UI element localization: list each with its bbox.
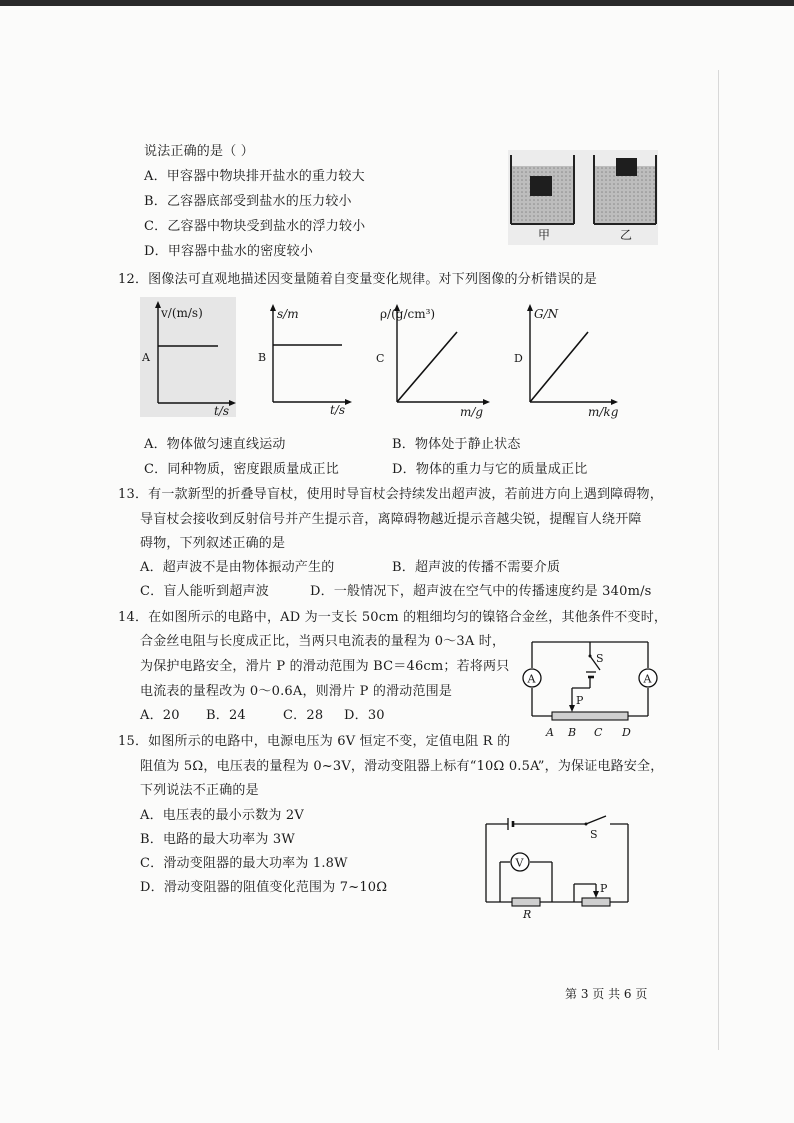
ammeter-left (523, 669, 541, 687)
svg-text:V: V (515, 856, 524, 870)
slider-arrow (593, 891, 599, 898)
q14-option-a: A．20 (140, 708, 180, 723)
scan-top-edge (0, 0, 794, 6)
graph-d-xlabel: m/kg (588, 405, 619, 419)
q12-stem: 12．图像法可直观地描述因变量随着自变量变化规律。对下列图像的分析错误的是 (118, 272, 597, 287)
q12-graph-b (256, 298, 356, 420)
q12-option-d: D．物体的重力与它的质量成正比 (392, 462, 588, 477)
q13-option-a: A．超声波不是由物体振动产生的 (140, 560, 335, 575)
q11-stem: 说法正确的是（ ） (144, 144, 254, 159)
graph-d-letter: D (514, 352, 523, 365)
svg-text:A: A (643, 672, 652, 686)
slider-arrow (569, 705, 575, 712)
graph-c-ylabel: ρ/(g/cm³) (380, 307, 436, 321)
q13-line-2: 导盲杖会接收到反射信号并产生提示音，离障碍物越近提示音越尖锐，提醒盲人绕开障 (140, 512, 642, 527)
q11-containers-figure (508, 150, 658, 245)
q15-line-3: 下列说法不正确的是 (140, 783, 259, 798)
q15-line-1: 15．如图所示的电路中，电源电压为 6V 恒定不变，定值电阻 R 的 (118, 734, 511, 749)
q14-line-1: 14．在如图所示的电路中，AD 为一支长 50cm 的粗细均匀的镍铬合金丝，其他条件不变时， (118, 610, 668, 625)
slider-label: P (600, 882, 608, 895)
switch-label: S (590, 828, 598, 841)
graph-d-line (530, 332, 588, 402)
q12-graph-a (140, 295, 240, 420)
q13-option-b: B．超声波的传播不需要介质 (392, 560, 561, 575)
point-d: D (622, 726, 631, 739)
q11-option-d: D．甲容器中盐水的密度较小 (144, 244, 314, 259)
q12-option-c: C．同种物质，密度跟质量成正比 (144, 462, 339, 477)
q11-option-a: A．甲容器中物块排开盐水的重力较大 (144, 169, 365, 184)
block-jia (530, 176, 552, 196)
graph-a-ylabel: v/(m/s) (161, 306, 203, 320)
rheostat (582, 898, 610, 906)
q14-line-2: 合金丝电阻与长度成正比，当两只电流表的量程为 0～3A 时， (140, 634, 506, 649)
svg-text:A: A (527, 672, 536, 686)
q14-option-b: B．24 (206, 708, 246, 723)
q12-graph-d (508, 298, 628, 422)
page-number: 第 3 页 共 6 页 (565, 987, 648, 1001)
graph-a-letter: A (142, 351, 150, 364)
q12-graph-c (372, 298, 504, 422)
q14-option-c: C．28 (283, 708, 324, 723)
voltmeter (511, 853, 529, 871)
q13-option-c: C．盲人能听到超声波 (140, 584, 269, 599)
graph-b-ylabel: s/m (277, 307, 299, 321)
q15-option-c: C．滑动变阻器的最大功率为 1.8W (140, 856, 348, 871)
point-b: B (568, 726, 577, 739)
q14-line-3: 为保护电路安全，滑片 P 的滑动范围为 BC＝46cm；若将两只 (140, 659, 510, 674)
block-yi (616, 158, 637, 176)
point-c: C (594, 726, 603, 739)
point-a: A (546, 726, 554, 739)
scan-right-edge (718, 70, 719, 1050)
graph-a-xlabel: t/s (214, 404, 230, 418)
graph-d-ylabel: G/N (534, 307, 559, 321)
q14-option-d: D．30 (344, 708, 385, 723)
q15-circuit-figure (478, 812, 638, 920)
resistor-label: R (523, 908, 532, 920)
q14-line-4: 电流表的量程改为 0～0.6A，则滑片 P 的滑动范围是 (140, 684, 453, 699)
resistor-r (512, 898, 540, 906)
alloy-wire (552, 712, 628, 720)
label-jia: 甲 (538, 228, 551, 242)
graph-c-xlabel: m/g (460, 405, 484, 419)
switch-blade (586, 816, 606, 824)
label-yi: 乙 (620, 228, 633, 242)
q12-option-a: A．物体做匀速直线运动 (144, 437, 286, 452)
q11-option-c: C．乙容器中物块受到盐水的浮力较小 (144, 219, 366, 234)
q11-option-b: B．乙容器底部受到盐水的压力较小 (144, 194, 352, 209)
graph-c-line (397, 332, 457, 402)
graph-b-xlabel: t/s (330, 403, 346, 417)
q14-circuit-figure (512, 632, 662, 744)
q15-line-2: 阻值为 5Ω，电压表的量程为 0~3V，滑动变阻器上标有“10Ω 0.5A”，为保证电路安全， (140, 759, 664, 774)
graph-b-letter: B (258, 351, 267, 364)
q15-option-b: B．电路的最大功率为 3W (140, 832, 295, 847)
q15-option-a: A．电压表的最小示数为 2V (140, 808, 304, 823)
q12-option-b: B．物体处于静止状态 (392, 437, 521, 452)
ammeter-right (639, 669, 657, 687)
slider-label: P (576, 694, 584, 707)
q13-line-3: 碍物，下列叙述正确的是 (140, 536, 286, 551)
switch-label: S (596, 652, 604, 665)
q13-option-d: D．一般情况下，超声波在空气中的传播速度约是 340m/s (310, 584, 652, 599)
q13-line-1: 13．有一款新型的折叠导盲杖，使用时导盲杖会持续发出超声波，若前进方向上遇到障碍物， (118, 487, 663, 502)
graph-c-letter: C (376, 352, 385, 365)
q15-option-d: D．滑动变阻器的阻值变化范围为 7~10Ω (140, 880, 388, 895)
